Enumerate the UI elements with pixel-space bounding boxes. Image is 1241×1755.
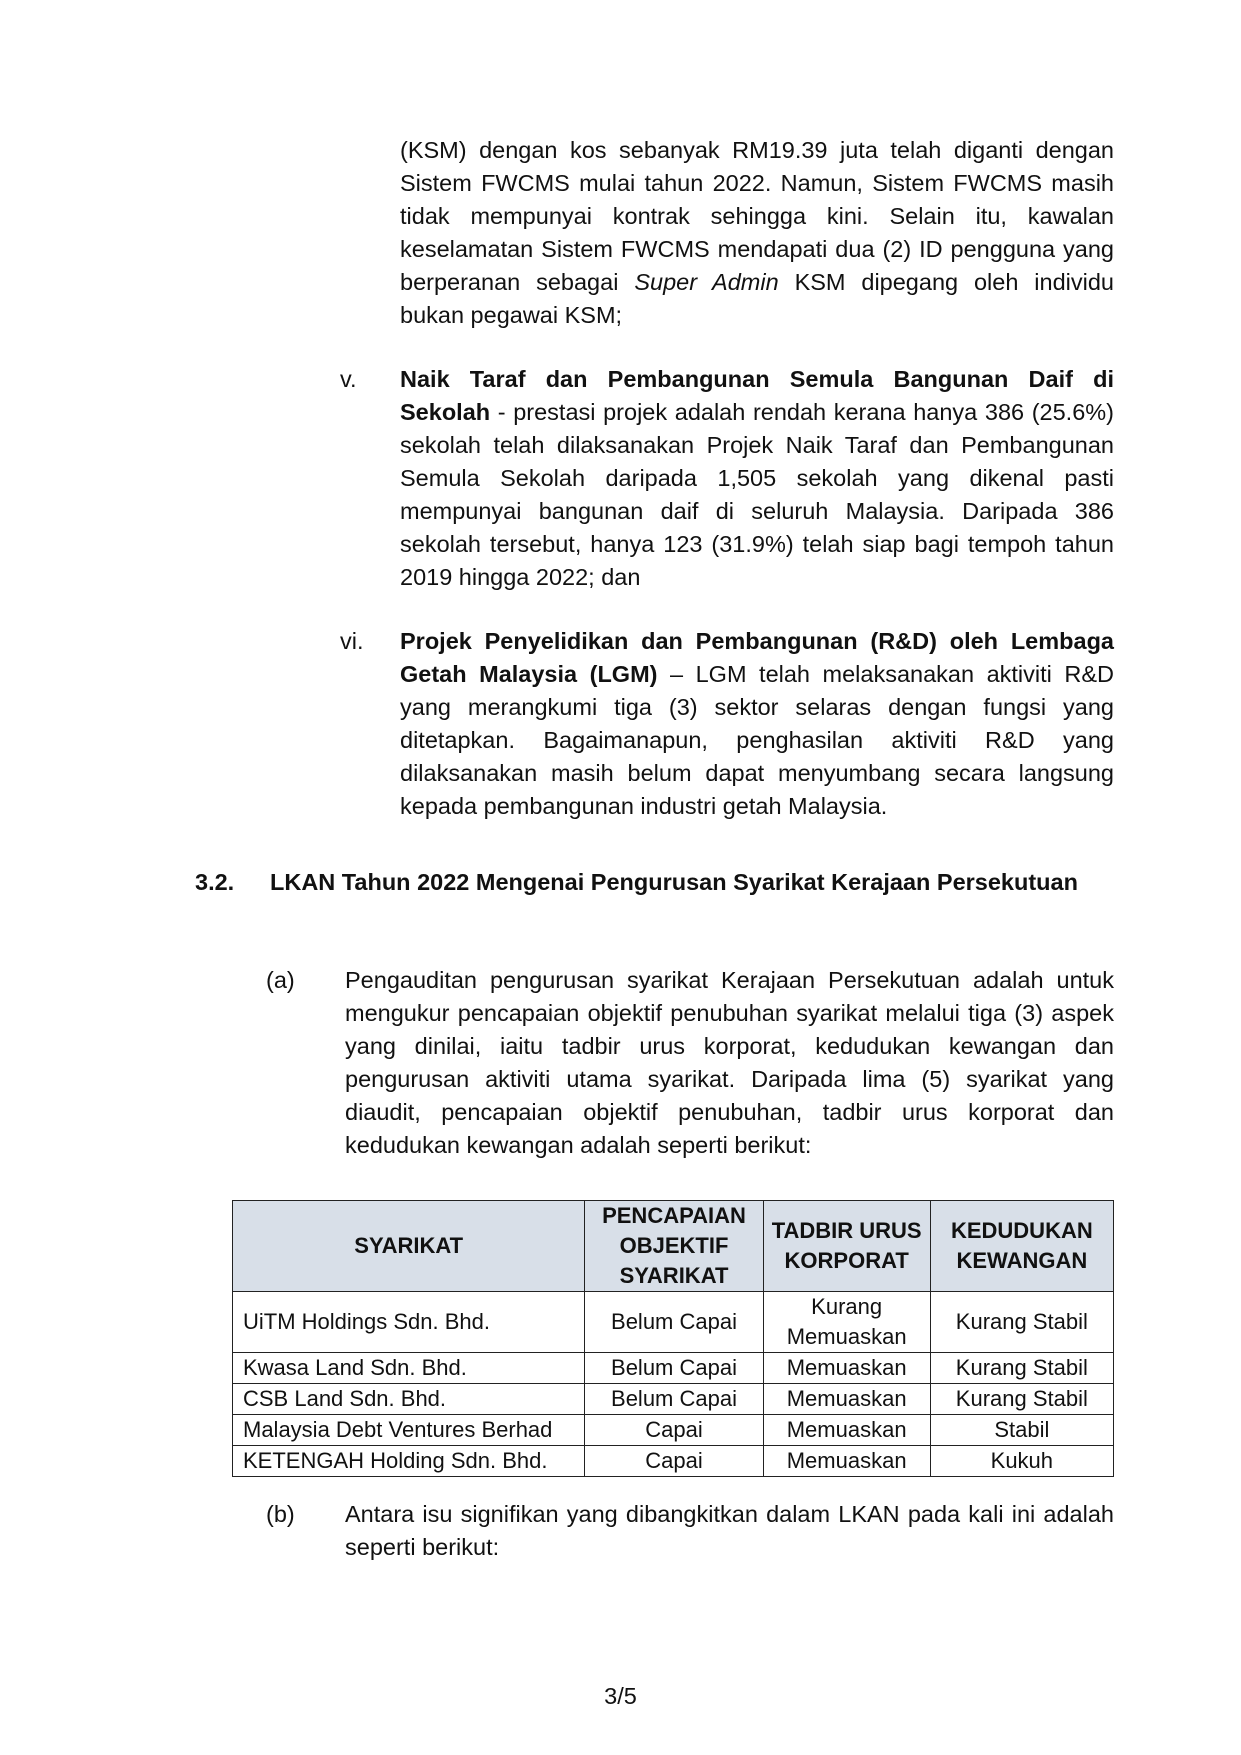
table-row <box>233 1353 1114 1384</box>
cell-objective: Belum Capai <box>585 1292 763 1353</box>
table-row <box>233 1446 1114 1477</box>
cell-company: Kwasa Land Sdn. Bhd. <box>233 1353 585 1384</box>
item-v-marker: v. <box>340 366 357 392</box>
cell-company: Malaysia Debt Ventures Berhad <box>233 1415 585 1446</box>
header-tadbir-urus: TADBIR URUS KORPORAT <box>763 1201 930 1292</box>
table-header-row <box>233 1201 1114 1292</box>
cell-objective: Capai <box>585 1446 763 1477</box>
header-kedudukan: KEDUDUKAN KEWANGAN <box>930 1201 1113 1292</box>
continuation-paragraph <box>400 134 1114 332</box>
cell-objective: Capai <box>585 1415 763 1446</box>
item-vi-paragraph <box>400 625 1114 823</box>
sub-a-paragraph: Pengauditan pengurusan syarikat Kerajaan Persekutuan adalah untuk mengukur pencapaian objektif penubuhan syarikat melalui tiga (3) aspek yang dinilai, iaitu tadbir urus korporat, kedudukan kewangan dan pengurusan aktiviti utama syarikat. Daripada lima (5) syarikat yang diaudit, pencapaian objektif penubuhan, tadbir urus korporat dan kedudukan kewangan adalah seperti berikut: <box>345 967 1114 1158</box>
header-syarikat: SYARIKAT <box>233 1201 585 1292</box>
cell-company: KETENGAH Holding Sdn. Bhd. <box>233 1446 585 1477</box>
item-v-title: Naik Taraf dan Pembangunan Semula Bangunan Daif di Sekolah <box>400 366 1114 425</box>
header-pencapaian: PENCAPAIAN OBJEKTIF SYARIKAT <box>585 1201 763 1292</box>
item-vi-marker: vi. <box>340 628 364 654</box>
cell-company: UiTM Holdings Sdn. Bhd. <box>233 1292 585 1353</box>
cell-company: CSB Land Sdn. Bhd. <box>233 1384 585 1415</box>
company-summary-table <box>232 1200 1114 1477</box>
section-title: LKAN Tahun 2022 Mengenai Pengurusan Syarikat Kerajaan Persekutuan <box>270 869 1078 895</box>
cell-governance: Memuaskan <box>763 1415 930 1446</box>
cell-financial: Kurang Stabil <box>930 1353 1113 1384</box>
cell-financial: Stabil <box>930 1415 1113 1446</box>
cell-governance: Kurang Memuaskan <box>763 1292 930 1353</box>
section-number: 3.2. <box>195 869 235 895</box>
table-row <box>233 1292 1114 1353</box>
cell-governance: Memuaskan <box>763 1446 930 1477</box>
sub-a-marker: (a) <box>266 967 295 993</box>
cell-financial: Kurang Stabil <box>930 1384 1113 1415</box>
cell-governance: Memuaskan <box>763 1384 930 1415</box>
cell-objective: Belum Capai <box>585 1353 763 1384</box>
sub-b-marker: (b) <box>266 1501 295 1527</box>
continuation-text: (KSM) dengan kos sebanyak RM19.39 juta telah diganti dengan Sistem FWCMS mulai tahun 2022. Namun, Sistem FWCMS masih tidak mempunyai kontrak sehingga kini. Selain itu, kawalan keselamatan Sistem FWCMS mendapati dua (2) ID pengguna yang berperanan sebagai <box>400 137 1114 295</box>
page-number: 3/5 <box>604 1683 637 1709</box>
item-v-text: - prestasi projek adalah rendah kerana hanya 386 (25.6%) sekolah telah dilaksanakan Projek Naik Taraf dan Pembangunan Semula Sekolah daripada 1,505 sekolah yang dikenal pasti mempunyai bangunan daif di seluruh Malaysia. Daripada 386 sekolah tersebut, hanya 123 (31.9%) telah siap bagi tempoh tahun 2019 hingga 2022; dan <box>400 399 1114 590</box>
item-v-paragraph <box>400 363 1114 594</box>
cell-financial: Kukuh <box>930 1446 1113 1477</box>
item-vi-text: – LGM telah melaksanakan aktiviti R&D yang merangkumi tiga (3) sektor selaras dengan fungsi yang ditetapkan. Bagaimanapun, penghasilan aktiviti R&D yang dilaksanakan masih belum dapat menyumbang secara langsung kepada pembangunan industri getah Malaysia. <box>400 661 1114 819</box>
item-vi-title: Projek Penyelidikan dan Pembangunan (R&D) oleh Lembaga Getah Malaysia (LGM) <box>400 628 1114 687</box>
cell-objective: Belum Capai <box>585 1384 763 1415</box>
super-admin-term: Super Admin <box>634 269 779 295</box>
cell-financial: Kurang Stabil <box>930 1292 1113 1353</box>
cell-governance: Memuaskan <box>763 1353 930 1384</box>
table-row <box>233 1384 1114 1415</box>
continuation-tail: KSM dipegang oleh individu bukan pegawai KSM; <box>400 269 1114 328</box>
sub-b-paragraph: Antara isu signifikan yang dibangkitkan dalam LKAN pada kali ini adalah seperti berikut: <box>345 1501 1114 1560</box>
table-row <box>233 1415 1114 1446</box>
